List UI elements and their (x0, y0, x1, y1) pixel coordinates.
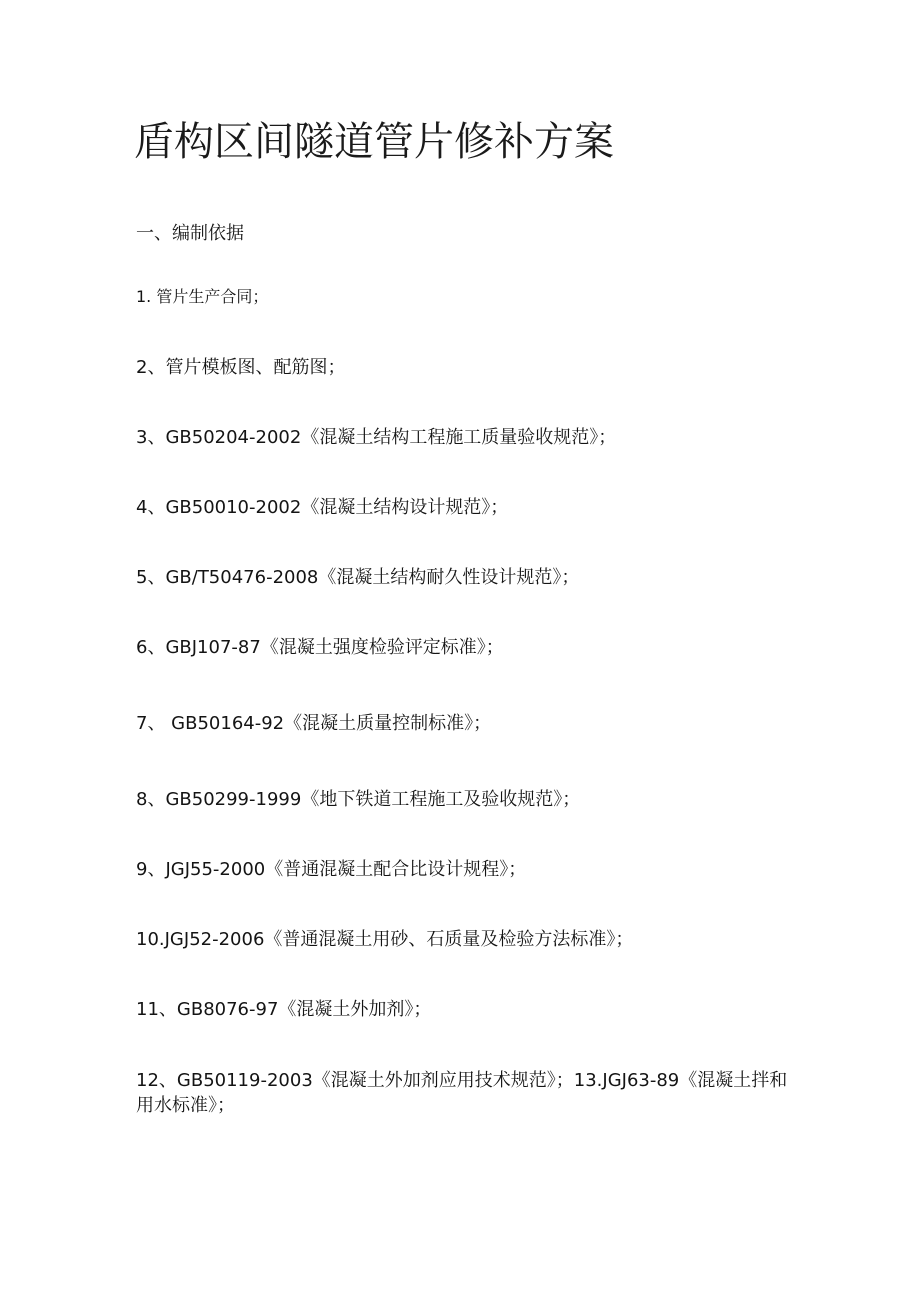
reference-item-1: 1. 管片生产合同； (136, 287, 269, 306)
reference-item-12: 12、GB50119-2003《混凝土外加剂应用技术规范》；13.JGJ63-89《混凝土拌和用水标准》； (136, 1070, 788, 1117)
reference-item-7: 7、 GB50164-92《混凝土质量控制标准》； (136, 713, 492, 734)
reference-item-2: 2、管片模板图、配筋图； (136, 357, 346, 378)
reference-item-10: 10.JGJ52-2006《普通混凝土用砂、石质量及检验方法标准》； (136, 929, 634, 950)
reference-item-11: 11、GB8076-97《混凝土外加剂》； (136, 999, 432, 1020)
section-heading: 一、编制依据 (136, 223, 244, 244)
reference-item-5: 5、GB/T50476-2008《混凝土结构耐久性设计规范》； (136, 567, 580, 588)
reference-item-8: 8、GB50299-1999《地下铁道工程施工及验收规范》； (136, 789, 581, 810)
reference-item-3: 3、GB50204-2002《混凝土结构工程施工质量验收规范》； (136, 427, 617, 448)
reference-item-6: 6、GBJ107-87《混凝土强度检验评定标准》； (136, 637, 504, 658)
reference-item-9: 9、JGJ55-2000《普通混凝土配合比设计规程》； (136, 859, 527, 880)
reference-item-4: 4、GB50010-2002《混凝土结构设计规范》； (136, 497, 509, 518)
document-title: 盾构区间隧道管片修补方案 (134, 119, 614, 165)
